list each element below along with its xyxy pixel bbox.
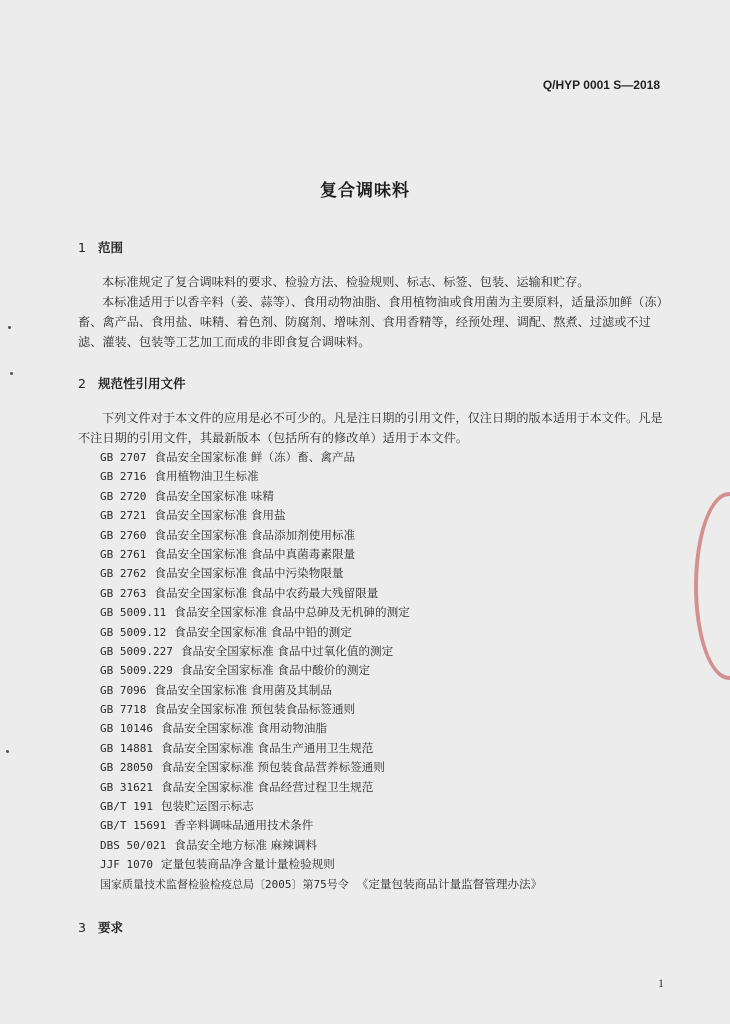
page-number: 1 <box>658 976 664 990</box>
reference-title: 食品安全国家标准 食品生产通用卫生规范 <box>160 740 374 755</box>
reference-item <box>100 467 660 486</box>
reference-title: 食品安全国家标准 食品经营过程卫生规范 <box>160 779 374 794</box>
reference-item <box>100 855 660 874</box>
reference-list <box>100 448 660 894</box>
reference-code: GB/T 15691 <box>100 819 167 833</box>
reference-title: 食品安全国家标准 食品中污染物限量 <box>154 566 344 581</box>
reference-title: 食品安全国家标准 食品中酸价的测定 <box>180 663 371 678</box>
reference-code: GB 5009.12 <box>100 625 167 639</box>
scan-speck <box>6 750 9 753</box>
section-2-number: 2 <box>78 376 86 391</box>
reference-code: GB 2716 <box>100 470 147 484</box>
reference-item <box>100 642 660 661</box>
reference-code: 国家质量技术监督检验检疫总局〔2005〕第75号令 <box>100 877 349 891</box>
reference-item <box>100 545 660 564</box>
reference-code: JJF 1070 <box>100 858 153 872</box>
reference-code: GB 2761 <box>100 547 147 561</box>
section-1-paragraph-1: 本标准规定了复合调味料的要求、检验方法、检验规则、标志、标签、包装、运输和贮存。 <box>102 275 590 289</box>
reference-code: DBS 50/021 <box>100 838 167 852</box>
reference-item <box>100 758 660 777</box>
reference-code: GB 2760 <box>100 528 147 542</box>
reference-title: 定量包装商品净含量计量检验规则 <box>160 857 335 872</box>
reference-title: 食品安全国家标准 食品中铅的测定 <box>174 624 352 639</box>
section-2-heading <box>78 374 186 392</box>
reference-title: 食品安全国家标准 味精 <box>154 488 274 503</box>
document-id: Q/HYP 0001 S—2018 <box>542 78 660 92</box>
reference-code: GB 31621 <box>100 780 153 794</box>
reference-code: GB 7718 <box>100 703 147 717</box>
section-1-body <box>78 272 663 352</box>
reference-code: GB 7096 <box>100 683 147 697</box>
reference-title: 食品安全国家标准 食用菌及其制品 <box>154 682 332 697</box>
reference-code: GB 2720 <box>100 489 147 503</box>
reference-item <box>100 681 660 700</box>
reference-item <box>100 778 660 797</box>
reference-item <box>100 506 660 525</box>
reference-item <box>100 739 660 758</box>
reference-code: GB 2762 <box>100 567 147 581</box>
reference-item <box>100 797 660 816</box>
section-1-paragraph-2: 本标准适用于以香辛料（姜、蒜等）、食用动物油脂、食用植物油或食用菌为主要原料，适量添加鲜（冻）畜、禽产品、食用盐、味精、着色剂、防腐剂、增味剂、食用香精等，经预处理、调配、熬煮、过滤或不过滤、灌装、包装等工艺加工而成的非即食复合调味料。 <box>78 295 663 349</box>
section-1-number: 1 <box>78 240 86 255</box>
reference-title: 食品安全国家标准 预包装食品营养标签通则 <box>160 760 385 775</box>
reference-code: GB/T 191 <box>100 800 153 814</box>
reference-item <box>100 816 660 835</box>
section-2-intro <box>78 408 663 448</box>
reference-item <box>100 603 660 622</box>
reference-title: 香辛料调味品通用技术条件 <box>174 818 314 833</box>
reference-title: 《定量包装商品计量监督管理办法》 <box>356 876 543 891</box>
section-3-number: 3 <box>78 920 86 935</box>
reference-item <box>100 875 660 894</box>
reference-item <box>100 661 660 680</box>
reference-item <box>100 564 660 583</box>
reference-code: GB 2707 <box>100 451 147 464</box>
section-1-title: 范围 <box>98 240 124 255</box>
reference-code: GB 10146 <box>100 722 153 736</box>
reference-title: 食品安全国家标准 食品添加剂使用标准 <box>154 527 356 542</box>
reference-title: 食品安全国家标准 食用动物油脂 <box>160 721 327 736</box>
scan-speck <box>8 326 11 329</box>
section-2-intro-text: 下列文件对于本文件的应用是必不可少的。凡是注日期的引用文件，仅注日期的版本适用于本文件。凡是不注日期的引用文件，其最新版本（包括所有的修改单）适用于本文件。 <box>78 411 663 445</box>
reference-title: 食品安全国家标准 食品中真菌毒素限量 <box>154 546 356 561</box>
reference-title: 包装贮运图示标志 <box>160 799 254 814</box>
reference-title: 食品安全国家标准 鲜（冻）畜、禽产品 <box>154 450 356 464</box>
scan-speck <box>10 372 13 375</box>
reference-code: GB 2763 <box>100 586 147 600</box>
reference-title: 食品安全国家标准 食品中过氧化值的测定 <box>180 643 394 658</box>
section-3-title: 要求 <box>98 920 124 935</box>
reference-code: GB 2721 <box>100 509 147 523</box>
reference-code: GB 28050 <box>100 761 153 775</box>
reference-code: GB 5009.11 <box>100 606 167 620</box>
reference-item <box>100 584 660 603</box>
reference-code: GB 14881 <box>100 741 153 755</box>
section-3-heading <box>78 918 123 936</box>
reference-item <box>100 700 660 719</box>
section-1-heading <box>78 238 123 256</box>
reference-item <box>100 719 660 738</box>
reference-item <box>100 487 660 506</box>
document-title: 复合调味料 <box>320 181 410 201</box>
reference-code: GB 5009.227 <box>100 644 173 658</box>
reference-title: 食用植物油卫生标准 <box>154 469 259 484</box>
section-2-title: 规范性引用文件 <box>98 376 186 391</box>
reference-item <box>100 623 660 642</box>
seal-stamp <box>694 492 730 680</box>
reference-title: 食品安全国家标准 食品中农药最大残留限量 <box>154 585 379 600</box>
reference-item <box>100 448 660 467</box>
reference-item <box>100 526 660 545</box>
reference-item <box>100 836 660 855</box>
reference-code: GB 5009.229 <box>100 664 173 678</box>
reference-title: 食品安全地方标准 麻辣调料 <box>174 837 318 852</box>
reference-title: 食品安全国家标准 预包装食品标签通则 <box>154 702 356 717</box>
reference-title: 食品安全国家标准 食品中总砷及无机砷的测定 <box>174 605 410 620</box>
reference-title: 食品安全国家标准 食用盐 <box>154 508 286 523</box>
